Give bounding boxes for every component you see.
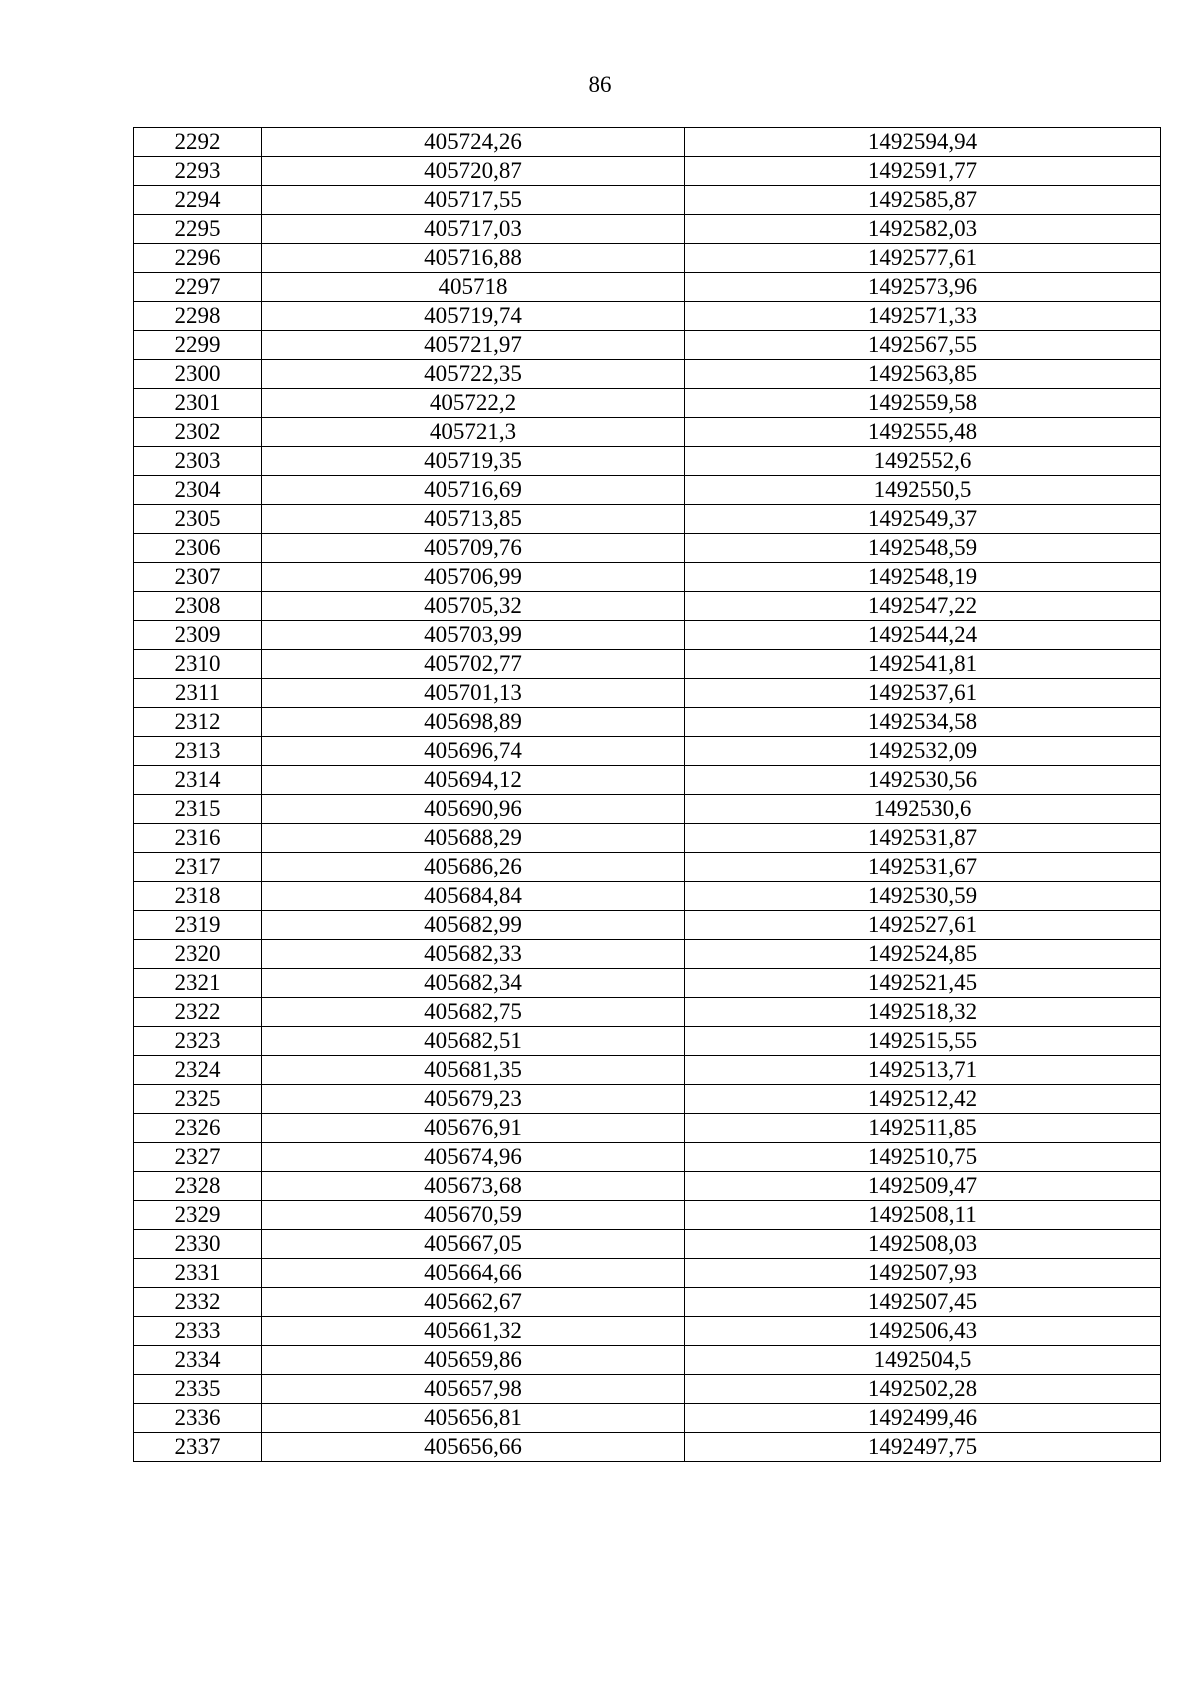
x-coordinate-cell: 405661,32 <box>262 1317 685 1346</box>
x-coordinate-cell: 405702,77 <box>262 650 685 679</box>
y-coordinate-cell: 1492507,93 <box>685 1259 1161 1288</box>
table-row <box>134 795 1161 824</box>
y-coordinate-cell: 1492497,75 <box>685 1433 1161 1462</box>
x-coordinate-cell: 405713,85 <box>262 505 685 534</box>
x-coordinate-cell: 405719,74 <box>262 302 685 331</box>
point-number-cell: 2311 <box>134 679 262 708</box>
point-number-cell: 2334 <box>134 1346 262 1375</box>
table-row <box>134 157 1161 186</box>
point-number-cell: 2336 <box>134 1404 262 1433</box>
table-row <box>134 708 1161 737</box>
point-number-cell: 2326 <box>134 1114 262 1143</box>
x-coordinate-cell: 405719,35 <box>262 447 685 476</box>
y-coordinate-cell: 1492502,28 <box>685 1375 1161 1404</box>
point-number-cell: 2298 <box>134 302 262 331</box>
y-coordinate-cell: 1492532,09 <box>685 737 1161 766</box>
y-coordinate-cell: 1492512,42 <box>685 1085 1161 1114</box>
table-row <box>134 824 1161 853</box>
table-row <box>134 1201 1161 1230</box>
x-coordinate-cell: 405696,74 <box>262 737 685 766</box>
x-coordinate-cell: 405662,67 <box>262 1288 685 1317</box>
x-coordinate-cell: 405667,05 <box>262 1230 685 1259</box>
y-coordinate-cell: 1492513,71 <box>685 1056 1161 1085</box>
point-number-cell: 2305 <box>134 505 262 534</box>
point-number-cell: 2322 <box>134 998 262 1027</box>
y-coordinate-cell: 1492594,94 <box>685 128 1161 157</box>
y-coordinate-cell: 1492541,81 <box>685 650 1161 679</box>
y-coordinate-cell: 1492506,43 <box>685 1317 1161 1346</box>
x-coordinate-cell: 405676,91 <box>262 1114 685 1143</box>
point-number-cell: 2296 <box>134 244 262 273</box>
y-coordinate-cell: 1492571,33 <box>685 302 1161 331</box>
point-number-cell: 2337 <box>134 1433 262 1462</box>
table-row <box>134 360 1161 389</box>
y-coordinate-cell: 1492510,75 <box>685 1143 1161 1172</box>
x-coordinate-cell: 405705,32 <box>262 592 685 621</box>
x-coordinate-cell: 405716,69 <box>262 476 685 505</box>
y-coordinate-cell: 1492573,96 <box>685 273 1161 302</box>
x-coordinate-cell: 405722,2 <box>262 389 685 418</box>
table-row <box>134 1346 1161 1375</box>
point-number-cell: 2304 <box>134 476 262 505</box>
table-row <box>134 1114 1161 1143</box>
table-row <box>134 882 1161 911</box>
table-row <box>134 1027 1161 1056</box>
table-row <box>134 418 1161 447</box>
table-row <box>134 302 1161 331</box>
y-coordinate-cell: 1492544,24 <box>685 621 1161 650</box>
y-coordinate-cell: 1492548,59 <box>685 534 1161 563</box>
x-coordinate-cell: 405717,55 <box>262 186 685 215</box>
point-number-cell: 2320 <box>134 940 262 969</box>
y-coordinate-cell: 1492559,58 <box>685 389 1161 418</box>
x-coordinate-cell: 405703,99 <box>262 621 685 650</box>
point-number-cell: 2329 <box>134 1201 262 1230</box>
point-number-cell: 2301 <box>134 389 262 418</box>
x-coordinate-cell: 405709,76 <box>262 534 685 563</box>
point-number-cell: 2323 <box>134 1027 262 1056</box>
point-number-cell: 2330 <box>134 1230 262 1259</box>
table-row <box>134 1375 1161 1404</box>
point-number-cell: 2327 <box>134 1143 262 1172</box>
y-coordinate-cell: 1492582,03 <box>685 215 1161 244</box>
table-row <box>134 679 1161 708</box>
point-number-cell: 2335 <box>134 1375 262 1404</box>
y-coordinate-cell: 1492537,61 <box>685 679 1161 708</box>
point-number-cell: 2300 <box>134 360 262 389</box>
point-number-cell: 2324 <box>134 1056 262 1085</box>
point-number-cell: 2308 <box>134 592 262 621</box>
table-row <box>134 1404 1161 1433</box>
table-row <box>134 766 1161 795</box>
y-coordinate-cell: 1492504,5 <box>685 1346 1161 1375</box>
point-number-cell: 2318 <box>134 882 262 911</box>
point-number-cell: 2314 <box>134 766 262 795</box>
point-number-cell: 2299 <box>134 331 262 360</box>
x-coordinate-cell: 405721,3 <box>262 418 685 447</box>
table-row <box>134 128 1161 157</box>
y-coordinate-cell: 1492534,58 <box>685 708 1161 737</box>
table-row <box>134 1056 1161 1085</box>
point-number-cell: 2312 <box>134 708 262 737</box>
coordinates-table <box>133 127 1161 1462</box>
table-row <box>134 592 1161 621</box>
y-coordinate-cell: 1492515,55 <box>685 1027 1161 1056</box>
point-number-cell: 2309 <box>134 621 262 650</box>
table-row <box>134 1433 1161 1462</box>
y-coordinate-cell: 1492550,5 <box>685 476 1161 505</box>
point-number-cell: 2292 <box>134 128 262 157</box>
point-number-cell: 2307 <box>134 563 262 592</box>
y-coordinate-cell: 1492524,85 <box>685 940 1161 969</box>
table-row <box>134 447 1161 476</box>
y-coordinate-cell: 1492511,85 <box>685 1114 1161 1143</box>
x-coordinate-cell: 405724,26 <box>262 128 685 157</box>
point-number-cell: 2313 <box>134 737 262 766</box>
y-coordinate-cell: 1492548,19 <box>685 563 1161 592</box>
y-coordinate-cell: 1492549,37 <box>685 505 1161 534</box>
table-row <box>134 186 1161 215</box>
point-number-cell: 2321 <box>134 969 262 998</box>
x-coordinate-cell: 405686,26 <box>262 853 685 882</box>
x-coordinate-cell: 405698,89 <box>262 708 685 737</box>
x-coordinate-cell: 405673,68 <box>262 1172 685 1201</box>
point-number-cell: 2294 <box>134 186 262 215</box>
x-coordinate-cell: 405682,51 <box>262 1027 685 1056</box>
y-coordinate-cell: 1492509,47 <box>685 1172 1161 1201</box>
point-number-cell: 2333 <box>134 1317 262 1346</box>
point-number-cell: 2315 <box>134 795 262 824</box>
table-row <box>134 1143 1161 1172</box>
table-row <box>134 244 1161 273</box>
y-coordinate-cell: 1492499,46 <box>685 1404 1161 1433</box>
table-row <box>134 940 1161 969</box>
y-coordinate-cell: 1492567,55 <box>685 331 1161 360</box>
point-number-cell: 2306 <box>134 534 262 563</box>
point-number-cell: 2310 <box>134 650 262 679</box>
table-row <box>134 534 1161 563</box>
y-coordinate-cell: 1492527,61 <box>685 911 1161 940</box>
table-row <box>134 969 1161 998</box>
x-coordinate-cell: 405718 <box>262 273 685 302</box>
table-row <box>134 1085 1161 1114</box>
y-coordinate-cell: 1492530,6 <box>685 795 1161 824</box>
x-coordinate-cell: 405701,13 <box>262 679 685 708</box>
x-coordinate-cell: 405664,66 <box>262 1259 685 1288</box>
x-coordinate-cell: 405681,35 <box>262 1056 685 1085</box>
point-number-cell: 2295 <box>134 215 262 244</box>
table-row <box>134 911 1161 940</box>
table-row <box>134 737 1161 766</box>
x-coordinate-cell: 405682,75 <box>262 998 685 1027</box>
x-coordinate-cell: 405694,12 <box>262 766 685 795</box>
table-row <box>134 215 1161 244</box>
table-row <box>134 1172 1161 1201</box>
y-coordinate-cell: 1492508,11 <box>685 1201 1161 1230</box>
x-coordinate-cell: 405656,81 <box>262 1404 685 1433</box>
y-coordinate-cell: 1492585,87 <box>685 186 1161 215</box>
x-coordinate-cell: 405682,34 <box>262 969 685 998</box>
x-coordinate-cell: 405656,66 <box>262 1433 685 1462</box>
table-row <box>134 563 1161 592</box>
point-number-cell: 2331 <box>134 1259 262 1288</box>
x-coordinate-cell: 405688,29 <box>262 824 685 853</box>
y-coordinate-cell: 1492552,6 <box>685 447 1161 476</box>
point-number-cell: 2316 <box>134 824 262 853</box>
y-coordinate-cell: 1492521,45 <box>685 969 1161 998</box>
table-row <box>134 621 1161 650</box>
x-coordinate-cell: 405670,59 <box>262 1201 685 1230</box>
x-coordinate-cell: 405720,87 <box>262 157 685 186</box>
point-number-cell: 2297 <box>134 273 262 302</box>
table-row <box>134 1230 1161 1259</box>
x-coordinate-cell: 405682,33 <box>262 940 685 969</box>
point-number-cell: 2332 <box>134 1288 262 1317</box>
table-row <box>134 1288 1161 1317</box>
y-coordinate-cell: 1492563,85 <box>685 360 1161 389</box>
x-coordinate-cell: 405659,86 <box>262 1346 685 1375</box>
y-coordinate-cell: 1492508,03 <box>685 1230 1161 1259</box>
y-coordinate-cell: 1492577,61 <box>685 244 1161 273</box>
y-coordinate-cell: 1492591,77 <box>685 157 1161 186</box>
x-coordinate-cell: 405690,96 <box>262 795 685 824</box>
x-coordinate-cell: 405679,23 <box>262 1085 685 1114</box>
table-row <box>134 505 1161 534</box>
x-coordinate-cell: 405682,99 <box>262 911 685 940</box>
table-row <box>134 1317 1161 1346</box>
y-coordinate-cell: 1492531,67 <box>685 853 1161 882</box>
point-number-cell: 2303 <box>134 447 262 476</box>
x-coordinate-cell: 405674,96 <box>262 1143 685 1172</box>
x-coordinate-cell: 405657,98 <box>262 1375 685 1404</box>
point-number-cell: 2317 <box>134 853 262 882</box>
table-row <box>134 331 1161 360</box>
point-number-cell: 2328 <box>134 1172 262 1201</box>
x-coordinate-cell: 405717,03 <box>262 215 685 244</box>
point-number-cell: 2319 <box>134 911 262 940</box>
y-coordinate-cell: 1492518,32 <box>685 998 1161 1027</box>
x-coordinate-cell: 405722,35 <box>262 360 685 389</box>
table-row <box>134 998 1161 1027</box>
page-number: 86 <box>588 72 612 97</box>
point-number-cell: 2325 <box>134 1085 262 1114</box>
y-coordinate-cell: 1492530,56 <box>685 766 1161 795</box>
table-row <box>134 1259 1161 1288</box>
y-coordinate-cell: 1492531,87 <box>685 824 1161 853</box>
x-coordinate-cell: 405706,99 <box>262 563 685 592</box>
table-row <box>134 389 1161 418</box>
table-row <box>134 476 1161 505</box>
y-coordinate-cell: 1492530,59 <box>685 882 1161 911</box>
x-coordinate-cell: 405684,84 <box>262 882 685 911</box>
table-row <box>134 650 1161 679</box>
y-coordinate-cell: 1492555,48 <box>685 418 1161 447</box>
y-coordinate-cell: 1492547,22 <box>685 592 1161 621</box>
point-number-cell: 2302 <box>134 418 262 447</box>
table-row <box>134 853 1161 882</box>
y-coordinate-cell: 1492507,45 <box>685 1288 1161 1317</box>
point-number-cell: 2293 <box>134 157 262 186</box>
x-coordinate-cell: 405716,88 <box>262 244 685 273</box>
x-coordinate-cell: 405721,97 <box>262 331 685 360</box>
coordinates-table-body <box>134 128 1161 1462</box>
table-row <box>134 273 1161 302</box>
